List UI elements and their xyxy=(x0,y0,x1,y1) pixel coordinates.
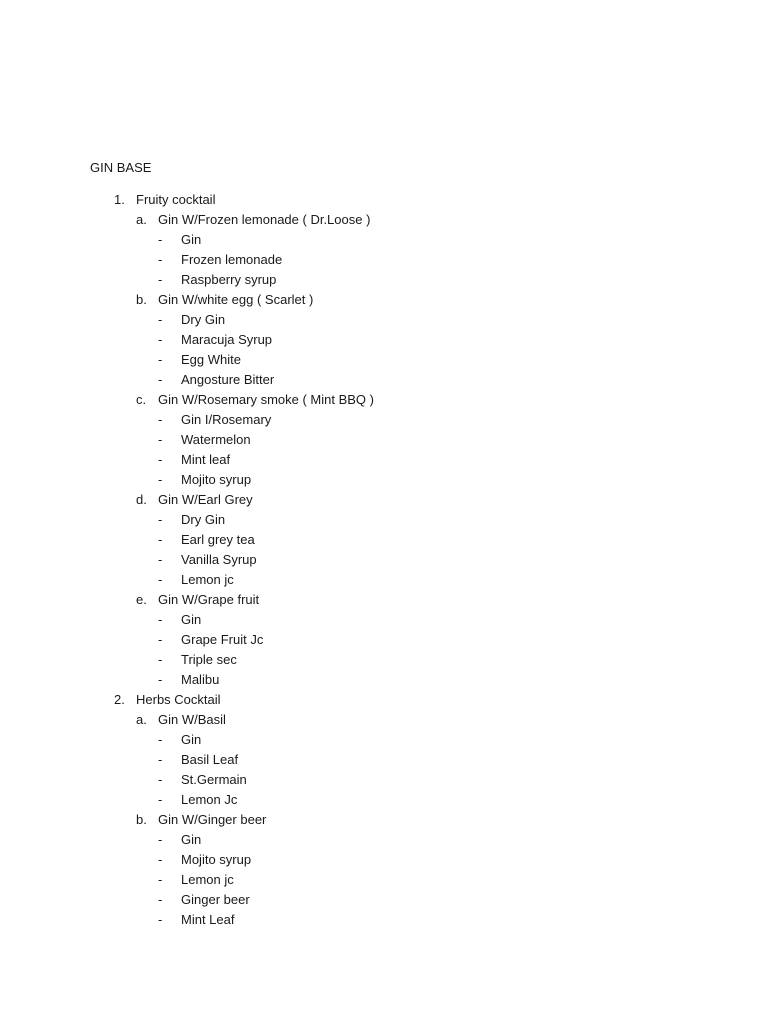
ingredient-item-marker: - xyxy=(158,832,163,847)
ingredient-item-text: Watermelon xyxy=(181,432,251,447)
ingredient-item-text: Gin xyxy=(181,732,202,747)
ingredient-item-text: Lemon jc xyxy=(181,572,234,587)
ingredient-item-marker: - xyxy=(158,372,163,387)
ingredient-item-marker: - xyxy=(158,572,163,587)
ingredient-item-text: Mojito syrup xyxy=(181,472,252,487)
ingredient-item-marker: - xyxy=(158,352,163,367)
recipe-heading-marker: e. xyxy=(136,592,147,607)
ingredient-item-text: Mojito syrup xyxy=(181,852,252,867)
ingredient-item-marker: - xyxy=(158,732,163,747)
ingredient-item xyxy=(0,352,768,372)
ingredient-item-text: Grape Fruit Jc xyxy=(181,632,264,647)
ingredient-item-marker: - xyxy=(158,792,163,807)
ingredient-item xyxy=(0,272,768,292)
ingredient-item-text: Frozen lemonade xyxy=(181,252,283,267)
section-heading xyxy=(0,192,768,212)
recipe-heading xyxy=(0,592,768,612)
section-heading-marker: 2. xyxy=(114,692,125,707)
recipe-heading-text: Gin W/Earl Grey xyxy=(158,492,253,507)
ingredient-item-text: Vanilla Syrup xyxy=(181,552,257,567)
ingredient-item-marker: - xyxy=(158,332,163,347)
ingredient-item xyxy=(0,512,768,532)
ingredient-item xyxy=(0,832,768,852)
ingredient-item xyxy=(0,892,768,912)
recipe-heading xyxy=(0,712,768,732)
ingredient-item-text: Gin xyxy=(181,232,202,247)
recipe-heading-marker: a. xyxy=(136,712,147,727)
recipe-heading-text: Gin W/white egg ( Scarlet ) xyxy=(158,292,314,307)
ingredient-item-text: Lemon Jc xyxy=(181,792,238,807)
ingredient-item-marker: - xyxy=(158,312,163,327)
ingredient-item xyxy=(0,252,768,272)
ingredient-item-text: Lemon jc xyxy=(181,872,234,887)
ingredient-item-text: Angosture Bitter xyxy=(181,372,275,387)
recipe-heading-marker: d. xyxy=(136,492,147,507)
ingredient-item xyxy=(0,652,768,672)
ingredient-item-marker: - xyxy=(158,752,163,767)
ingredient-item-marker: - xyxy=(158,272,163,287)
ingredient-item xyxy=(0,312,768,332)
ingredient-item-marker: - xyxy=(158,252,163,267)
ingredient-item-text: Malibu xyxy=(181,672,220,687)
ingredient-item xyxy=(0,912,768,932)
ingredient-item-marker: - xyxy=(158,232,163,247)
ingredient-item xyxy=(0,732,768,752)
recipe-heading-text: Gin W/Grape fruit xyxy=(158,592,260,607)
recipe-list xyxy=(0,192,768,932)
ingredient-item-text: Mint leaf xyxy=(181,452,231,467)
ingredient-item-text: Mint Leaf xyxy=(181,912,235,927)
recipe-heading xyxy=(0,292,768,312)
ingredient-item xyxy=(0,772,768,792)
ingredient-item xyxy=(0,672,768,692)
ingredient-item-marker: - xyxy=(158,512,163,527)
ingredient-item-marker: - xyxy=(158,632,163,647)
ingredient-item-marker: - xyxy=(158,472,163,487)
recipe-heading-text: Gin W/Frozen lemonade ( Dr.Loose ) xyxy=(158,212,371,227)
ingredient-item xyxy=(0,612,768,632)
ingredient-item xyxy=(0,412,768,432)
ingredient-item xyxy=(0,572,768,592)
ingredient-item xyxy=(0,872,768,892)
ingredient-item-marker: - xyxy=(158,892,163,907)
ingredient-item-marker: - xyxy=(158,652,163,667)
ingredient-item-text: Dry Gin xyxy=(181,512,226,527)
ingredient-item xyxy=(0,632,768,652)
recipe-heading xyxy=(0,492,768,512)
ingredient-item xyxy=(0,432,768,452)
document-title: GIN BASE xyxy=(90,160,152,175)
ingredient-item xyxy=(0,452,768,472)
recipe-heading-marker: c. xyxy=(136,392,147,407)
ingredient-item xyxy=(0,532,768,552)
ingredient-item-marker: - xyxy=(158,772,163,787)
ingredient-item-marker: - xyxy=(158,852,163,867)
section-heading-marker: 1. xyxy=(114,192,125,207)
ingredient-item-text: Triple sec xyxy=(181,652,237,667)
recipe-heading-marker: a. xyxy=(136,212,147,227)
ingredient-item xyxy=(0,232,768,252)
ingredient-item-text: Dry Gin xyxy=(181,312,226,327)
recipe-heading xyxy=(0,812,768,832)
ingredient-item-marker: - xyxy=(158,872,163,887)
recipe-heading-marker: b. xyxy=(136,812,147,827)
ingredient-item-text: St.Germain xyxy=(181,772,247,787)
ingredient-item xyxy=(0,752,768,772)
ingredient-item xyxy=(0,472,768,492)
ingredient-item xyxy=(0,332,768,352)
recipe-heading-text: Gin W/Ginger beer xyxy=(158,812,267,827)
ingredient-item xyxy=(0,792,768,812)
ingredient-item-text: Gin xyxy=(181,832,202,847)
section-heading xyxy=(0,692,768,712)
ingredient-item-text: Egg White xyxy=(181,352,241,367)
recipe-heading xyxy=(0,212,768,232)
ingredient-item-text: Gin I/Rosemary xyxy=(181,412,272,427)
ingredient-item xyxy=(0,852,768,872)
recipe-heading-marker: b. xyxy=(136,292,147,307)
ingredient-item-marker: - xyxy=(158,612,163,627)
ingredient-item-marker: - xyxy=(158,412,163,427)
ingredient-item-marker: - xyxy=(158,452,163,467)
ingredient-item-text: Ginger beer xyxy=(181,892,250,907)
ingredient-item-marker: - xyxy=(158,432,163,447)
ingredient-item xyxy=(0,372,768,392)
ingredient-item-text: Basil Leaf xyxy=(181,752,239,767)
ingredient-item-text: Earl grey tea xyxy=(181,532,255,547)
ingredient-item-marker: - xyxy=(158,532,163,547)
ingredient-item-marker: - xyxy=(158,672,163,687)
ingredient-item-text: Raspberry syrup xyxy=(181,272,277,287)
recipe-heading-text: Gin W/Rosemary smoke ( Mint BBQ ) xyxy=(158,392,374,407)
recipe-heading xyxy=(0,392,768,412)
section-heading-text: Fruity cocktail xyxy=(136,192,216,207)
ingredient-item xyxy=(0,552,768,572)
section-heading-text: Herbs Cocktail xyxy=(136,692,221,707)
ingredient-item-marker: - xyxy=(158,552,163,567)
ingredient-item-text: Gin xyxy=(181,612,202,627)
recipe-heading-text: Gin W/Basil xyxy=(158,712,226,727)
ingredient-item-marker: - xyxy=(158,912,163,927)
ingredient-item-text: Maracuja Syrup xyxy=(181,332,273,347)
